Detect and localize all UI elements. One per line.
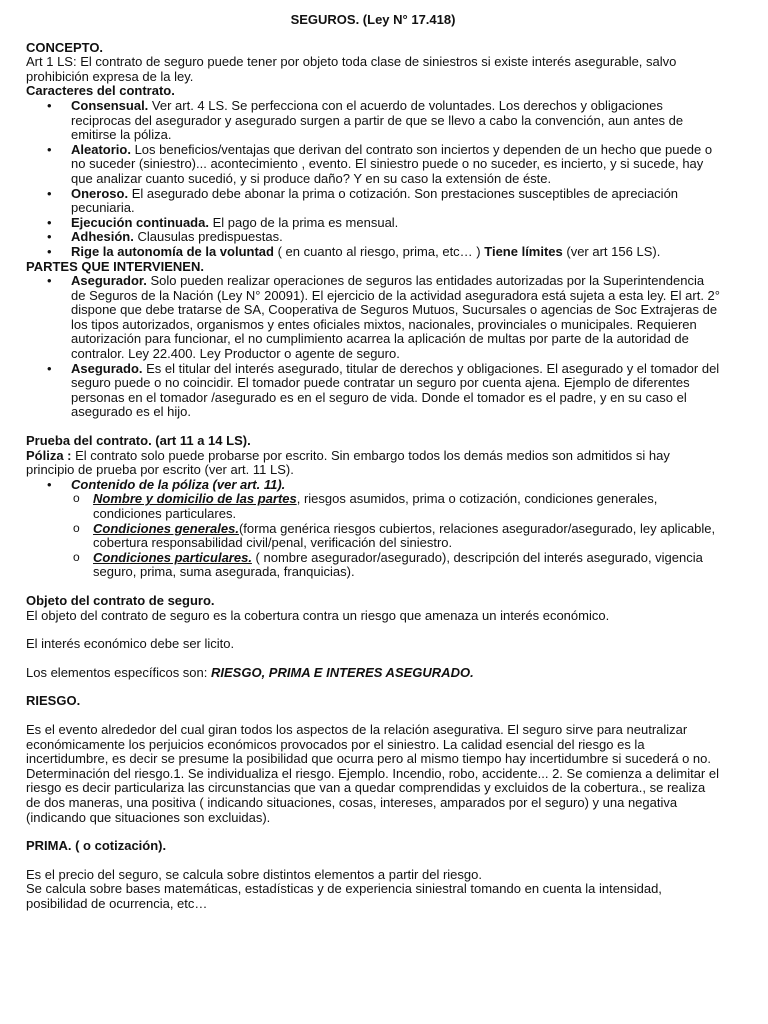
item-term: Oneroso.	[71, 185, 129, 201]
item-term: Ejecución continuada.	[71, 214, 209, 230]
elementos-emphasis: RIESGO, PRIMA E INTERES ASEGURADO.	[211, 664, 474, 680]
sublist-item	[93, 522, 720, 551]
subitem-term: Condiciones generales.	[93, 520, 239, 536]
list-item	[71, 478, 720, 580]
subitem-term: Nombre y domicilio de las partes	[93, 491, 297, 507]
prima-calculo: Se calcula sobre bases matemáticas, estadísticas y de experiencia siniestral tomando en cuenta la intensidad, posibilidad de ocurrencia, etc…	[26, 881, 662, 911]
item-term: Asegurado.	[71, 360, 143, 376]
contenido-sublist	[71, 492, 720, 580]
riesgo-determinacion: Determinación del riesgo.1. Se individualiza el riesgo. Ejemplo. Incendio, robo, accidente... 2. Se comienza a delimitar el riesgo es decir particulariza las circunstancias que van a quedar comprendidas y excluidos de la cobertura., se realiza de dos maneras, una positiva ( indicando situaciones, cosas, intereses, amparados por el seguro) y una negativa (indicando que situaciones son excluidas).	[26, 765, 719, 825]
caracteres-list	[26, 99, 720, 260]
caracteres-heading: Caracteres del contrato.	[26, 83, 175, 99]
list-item	[71, 230, 720, 245]
prueba-heading: Prueba del contrato. (art 11 a 14 LS).	[26, 433, 251, 449]
sublist-item	[93, 551, 720, 580]
list-item	[71, 143, 720, 187]
item-text: Ver art. 4 LS. Se perfecciona con el acuerdo de voluntades. Los derechos y obligaciones reciprocas del asegurador y asegurado surgen a partir de que se llevo a cabo la convención, aun antes de emitirse la póliza.	[71, 97, 684, 143]
prima-paragraph: Es el precio del seguro, se calcula sobre distintos elementos a partir del riesgo.	[26, 866, 482, 882]
spacer	[26, 623, 720, 637]
prima-heading: PRIMA. ( o cotización).	[26, 838, 167, 854]
list-item	[71, 362, 720, 420]
concepto-heading: CONCEPTO.	[26, 39, 104, 55]
subitem-text: (forma genérica riesgos cubiertos, relaciones asegurador/asegurado, ley aplicable, cobertura responsabilidad civil/penal, verificación del siniestro.	[93, 520, 716, 551]
objeto-text: El objeto del contrato de seguro es la cobertura contra un riesgo que amenaza un interés económico.	[26, 607, 610, 623]
partes-list	[26, 274, 720, 420]
riesgo-heading: RIESGO.	[26, 693, 81, 709]
sublist-item	[93, 492, 720, 521]
spacer	[26, 825, 720, 839]
poliza-text: El contrato solo puede probarse por escrito. Sin embargo todos los demás medios son admitidos si hay principio de prueba por escrito (ver art. 11 LS).	[26, 447, 670, 478]
subitem-text: , riesgos asumidos, prima o cotización, condiciones generales, condiciones particulares.	[93, 491, 658, 521]
item-term: Consensual.	[71, 97, 149, 113]
subitem-text: ( nombre asegurador/asegurado), descripción del interés asegurado, vigencia seguro, prima, suma asegurada, franquicias).	[93, 549, 703, 580]
spacer	[26, 854, 720, 868]
concepto-text: Art 1 LS: El contrato de seguro puede tener por objeto toda clase de siniestros si existe interés asegurable, salvo prohibición expresa de la ley.	[26, 54, 677, 84]
list-item	[71, 216, 720, 231]
list-item	[71, 99, 720, 143]
riesgo-paragraph: Es el evento alrededor del cual giran todos los aspectos de la relación asegurativa. El seguro sirve para neutralizar económicamente los perjuicios económicos provocados por el siniestro. La calidad esencial del riesgo es la incertidumbre, es decir se presume la posibilidad que ocurra pero al mismo tiempo hay incertidumbre si sucederá o no.	[26, 721, 712, 767]
elementos-paragraph	[26, 666, 720, 681]
item-term: Rige la autonomía de la voluntad	[71, 243, 274, 259]
list-item	[71, 245, 720, 260]
item-text: Clausulas predispuestas.	[133, 229, 283, 245]
item-text: El asegurado debe abonar la prima o cotización. Son prestaciones susceptibles de apreciación pecuniaria.	[71, 185, 679, 216]
spacer	[26, 709, 720, 723]
subitem-term: Condiciones particulares.	[93, 549, 252, 565]
item-text: Los beneficios/ventajas que derivan del contrato son inciertos y dependen de un hecho que puede o no suceder (siniestro)... acontecimiento , evento. El siniestro puede o no suceder, es incierto, y si sucede, hay que analizar cuanto sucedió, y si produce daño? Y en su caso la extensión de éste.	[71, 141, 713, 186]
document-title: SEGUROS. (Ley N° 17.418)	[290, 12, 456, 27]
item-text: (ver art 156 LS).	[562, 243, 661, 259]
spacer	[26, 420, 720, 434]
poliza-term: Póliza :	[26, 447, 72, 463]
partes-heading: PARTES QUE INTERVIENEN.	[26, 258, 204, 274]
list-item	[71, 187, 720, 216]
spacer	[26, 580, 720, 594]
item-text: Solo pueden realizar operaciones de seguros las entidades autorizadas por la Superintendencia de Seguros de la Nación (Ley N° 20091). El ejercicio de la actividad aseguradora está sujeta a esta ley. El art. 2° dispone que debe tratarse de SA, Cooperativa de Seguros Mutuos, Sucursales o agencias de Soc Extrajeras de los tipos autorizados, organismos y entes oficiales mixtos, nacionales, provinciales o municipales. Requieren autorización para funcionar, el no cumplimiento acarrea la aplicación de multas por parte de la autoridad de contralor. Ley 22.400. Ley Productor o agente de seguro.	[71, 273, 720, 362]
item-term: Asegurador.	[71, 273, 147, 289]
list-item	[71, 274, 720, 362]
poliza-paragraph	[26, 449, 720, 478]
elementos-text: Los elementos específicos son:	[26, 664, 211, 680]
item-text: El pago de la prima es mensual.	[208, 214, 399, 230]
objeto-licito-text: El interés económico debe ser licito.	[26, 636, 235, 652]
item-text: ( en cuanto al riesgo, prima, etc… )	[273, 243, 485, 259]
objeto-heading: Objeto del contrato de seguro.	[26, 592, 215, 608]
item-text: Es el titular del interés asegurado, titular de derechos y obligaciones. El asegurado y el tomador del seguro puede o no coincidir. El tomador puede contratar un seguro por cuenta ajena. Ejemplo de diferentes personas en el tomador /asegurado es en el seguro de vida. Donde el tomador es el padre, y en su caso el asegurado es el hijo.	[71, 360, 720, 420]
contenido-label: Contenido de la póliza (ver art. 11).	[71, 476, 286, 492]
spacer	[26, 680, 720, 694]
item-term: Aleatorio.	[71, 141, 131, 157]
spacer	[26, 652, 720, 666]
contenido-list	[26, 478, 720, 580]
item-term: Adhesión.	[71, 229, 134, 245]
item-term: Tiene límites	[484, 243, 563, 259]
